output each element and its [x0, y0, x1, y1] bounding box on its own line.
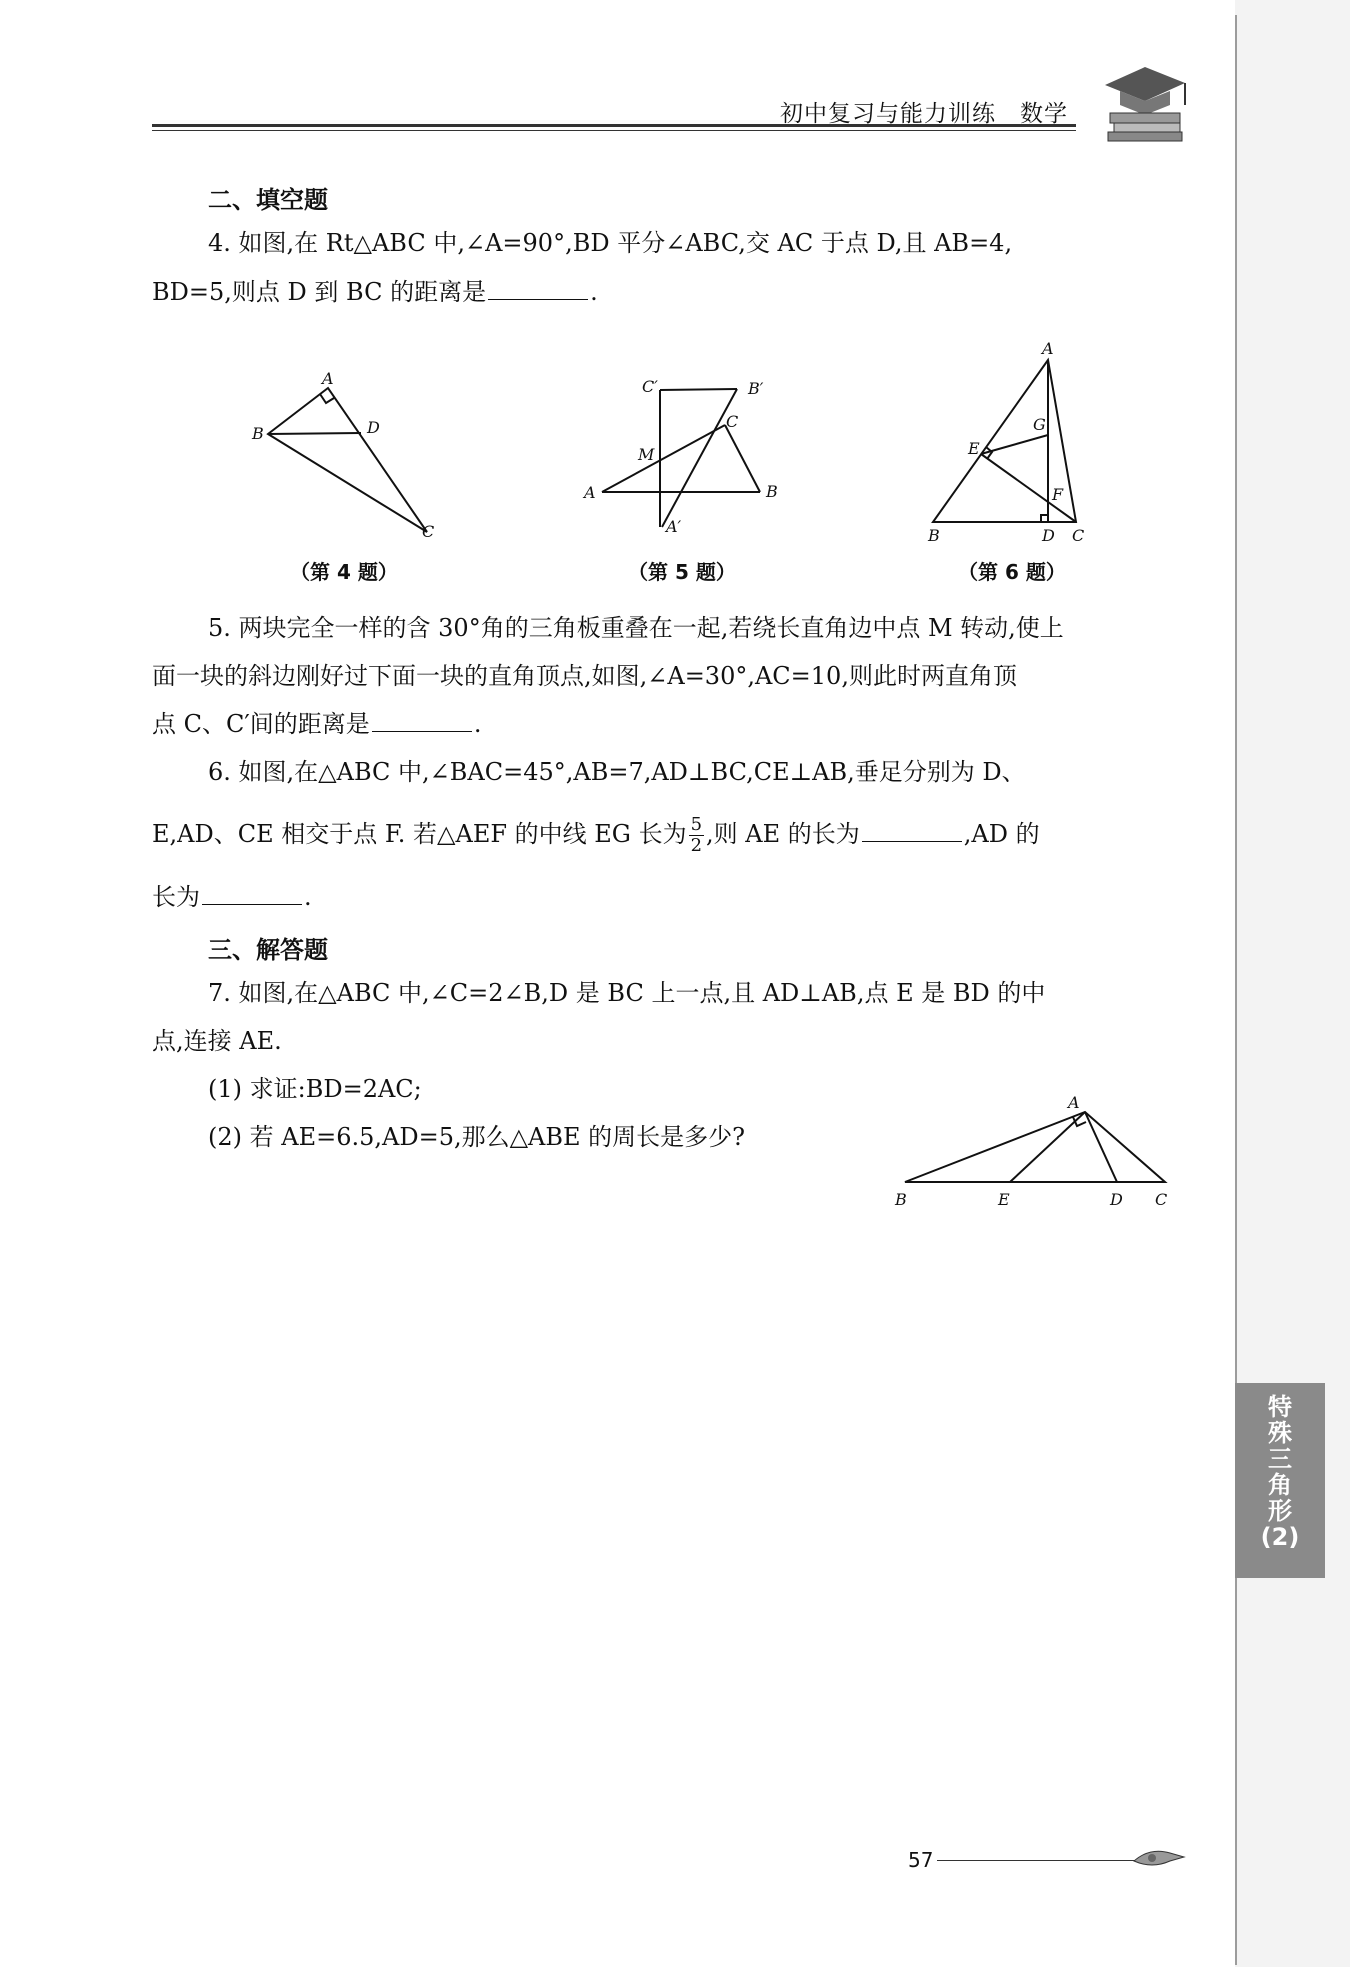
- fig6-label-f: F: [1052, 485, 1064, 504]
- answer-blank: [862, 823, 962, 842]
- page-edge: [1235, 15, 1237, 1965]
- fig7-label-c: C: [1155, 1190, 1168, 1209]
- q6-line3-text: 长为: [152, 883, 200, 911]
- q6-line1: 6. 如图,在△ABC 中,∠BAC=45°,AB=7,AD⊥BC,CE⊥AB,垂足分别为 D、: [208, 758, 1026, 786]
- figure-7: [885, 1090, 1175, 1215]
- fraction-denominator: 2: [690, 835, 703, 856]
- tab-char: (2): [1260, 1523, 1300, 1551]
- q6-line2: [152, 815, 1040, 856]
- q7-part2: (2) 若 AE=6.5,AD=5,那么△ABE 的周长是多少?: [208, 1123, 746, 1151]
- fig6-label-d: D: [1042, 526, 1055, 542]
- q7-line1: 7. 如图,在△ABC 中,∠C=2∠B,D 是 BC 上一点,且 AD⊥AB,点 E 是 BD 的中: [208, 979, 1046, 1007]
- fig6-label-c: C: [1072, 526, 1085, 542]
- section-heading-answer: 三、解答题: [208, 936, 328, 964]
- fig6-label-g: G: [1033, 415, 1046, 434]
- figure-4: [250, 372, 450, 547]
- chapter-tab-text: [1235, 1394, 1325, 1550]
- tab-char: 形: [1268, 1497, 1292, 1525]
- q5-end: .: [473, 710, 482, 738]
- q7-line2: 点,连接 AE.: [152, 1027, 282, 1055]
- page-number: 57: [908, 1848, 934, 1872]
- fig4-caption: （第 4 题）: [290, 560, 398, 584]
- q5-line3: [152, 709, 481, 739]
- tab-char: 角: [1268, 1471, 1292, 1499]
- tab-char: 三: [1268, 1445, 1292, 1473]
- fig4-label-b: B: [252, 424, 264, 443]
- answer-blank: [488, 281, 588, 300]
- pen-icon: [1130, 1843, 1190, 1873]
- q7-part1: (1) 求证:BD=2AC;: [208, 1075, 422, 1103]
- q4-line2-text: BD=5,则点 D 到 BC 的距离是: [152, 278, 487, 306]
- fig6-label-e: E: [968, 439, 980, 458]
- figure-5: [580, 372, 790, 547]
- q6-line3: [152, 882, 312, 912]
- fig6-label-b: B: [928, 526, 940, 542]
- q4-line1: 4. 如图,在 Rt△ABC 中,∠A=90°,BD 平分∠ABC,交 AC 于点 D,且 AB=4,: [208, 229, 1013, 257]
- header-rule-thin: [152, 130, 1076, 131]
- answer-blank: [202, 886, 302, 905]
- fig5-label-b: B: [766, 482, 778, 501]
- fraction-numerator: 5: [690, 814, 703, 835]
- fig5-label-a-prime: A′: [666, 517, 682, 536]
- fig7-label-d: D: [1110, 1190, 1123, 1209]
- books-logo-icon: [1100, 55, 1190, 145]
- tab-char: 殊: [1268, 1419, 1292, 1447]
- q6-line2-text: E,AD、CE 相交于点 F. 若△AEF 的中线 EG 长为: [152, 820, 687, 848]
- fig6-caption: （第 6 题）: [958, 560, 1066, 584]
- q6-line2-text-b: ,则 AE 的长为: [706, 820, 860, 848]
- tab-char: 特: [1268, 1393, 1292, 1421]
- fig5-label-c: C: [726, 412, 739, 431]
- q5-line2: 面一块的斜边刚好过下面一块的直角顶点,如图,∠A=30°,AC=10,则此时两直角顶: [152, 662, 1017, 690]
- answer-blank: [372, 713, 472, 732]
- q6-line2-text-c: ,AD 的: [963, 820, 1040, 848]
- q4-line2: [152, 277, 598, 307]
- q4-end: .: [590, 278, 598, 306]
- fig6-label-a: A: [1042, 342, 1054, 358]
- fig5-label-a: A: [584, 483, 596, 502]
- footer-rule: [937, 1860, 1137, 1861]
- fraction: [689, 815, 704, 856]
- fig5-label-b-prime: B′: [748, 379, 764, 398]
- header-rule: [152, 124, 1076, 127]
- q6-end: .: [304, 883, 312, 911]
- figure-6: [918, 342, 1098, 542]
- fig4-label-c: C: [422, 522, 435, 541]
- fig7-label-a: A: [1068, 1093, 1080, 1112]
- fig4-label-d: D: [367, 418, 380, 437]
- q5-line3-text: 点 C、C′间的距离是: [152, 710, 370, 738]
- fig5-caption: （第 5 题）: [628, 560, 736, 584]
- fig4-label-a: A: [322, 372, 334, 388]
- q5-line1: 5. 两块完全一样的含 30°角的三角板重叠在一起,若绕长直角边中点 M 转动,使上: [208, 614, 1064, 642]
- fig7-label-b: B: [895, 1190, 907, 1209]
- fig5-label-c-prime: C′: [642, 377, 658, 396]
- fig7-label-e: E: [998, 1190, 1010, 1209]
- header-title: 初中复习与能力训练 数学: [780, 101, 1068, 127]
- section-heading-fill-blank: 二、填空题: [208, 186, 328, 214]
- fig5-label-m: M: [638, 445, 655, 464]
